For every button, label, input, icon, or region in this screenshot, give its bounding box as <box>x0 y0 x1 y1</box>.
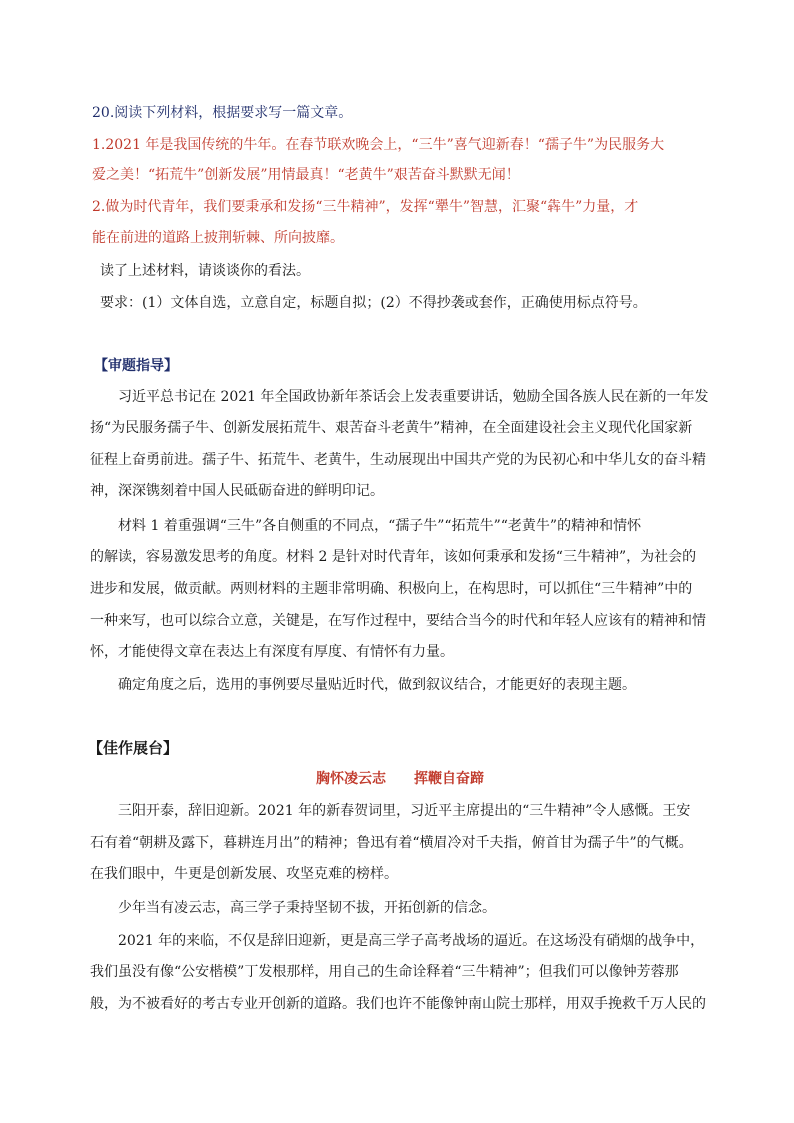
guide-paragraph-3: 确定角度之后，选用的事例要尽量贴近时代，做到叙议结合，才能更好的表现主题。 <box>118 677 636 693</box>
guide-paragraph-2-line: 进步和发展，做贡献。两则材料的主题非常明确、积极向上，在构思时，可以抓住“三牛精神”中的 <box>90 581 693 597</box>
guide-heading: 【审题指导】 <box>94 358 178 374</box>
essay-paragraph-1-line: 在我们眼中，牛更是创新发展、攻坚克难的榜样。 <box>90 866 398 882</box>
essay-paragraph-3-line: 2021 年的来临，不仅是辞旧迎新，更是高三学子高考战场的逼近。在这场没有硝烟的战争中， <box>118 933 705 949</box>
question-instruction: 读了上述材料，请谈谈你的看法。 <box>100 263 310 279</box>
material-1-line-1: 1.2021 年是我国传统的牛年。在春节联欢晚会上，“三牛”喜气迎新春！“孺子牛”为民服务大 <box>92 137 665 153</box>
essay-paragraph-2: 少年当有凌云志，高三学子秉持坚韧不拔，开拓创新的信念。 <box>118 900 496 916</box>
guide-paragraph-1-line: 扬“为民服务孺子牛、创新发展拓荒牛、艰苦奋斗老黄牛”精神，在全面建设社会主义现代化国家新 <box>90 420 693 436</box>
essay-paragraph-1-line: 石有着“朝耕及露下，暮耕连月出”的精神；鲁迅有着“横眉冷对千夫指，俯首甘为孺子牛”的气概。 <box>90 835 693 851</box>
material-1-line-2: 爱之美！“拓荒牛”创新发展”用情最真！“老黄牛”艰苦奋斗默默无闻！ <box>92 167 520 183</box>
material-2-line-2: 能在前进的道路上披荆斩棘、所向披靡。 <box>92 230 344 246</box>
guide-paragraph-2-line: 一种来写，也可以综合立意，关键是，在写作过程中，要结合当今的时代和年轻人应该有的精神和情 <box>90 613 706 629</box>
essay-paragraph-3-line: 我们虽没有像“公安楷模”丁发根那样，用自己的生命诠释着“三牛精神”；但我们可以像钟芳蓉那 <box>90 964 679 980</box>
guide-paragraph-1-line: 神，深深镌刻着中国人民砥砺奋进的鲜明印记。 <box>90 483 384 499</box>
essay-title: 胸怀凌云志 挥鞭自奋蹄 <box>316 771 484 787</box>
material-2-line-1: 2.做为时代青年，我们要秉承和发扬“三牛精神”，发挥“犟牛”智慧，汇聚“犇牛”力量，才 <box>92 199 639 215</box>
essay-paragraph-1-line: 三阳开泰，辞旧迎新。2021 年的新春贺词里，习近平主席提出的“三牛精神”令人感慨。王安 <box>118 803 691 819</box>
question-requirement: 要求：(1）文体自选，立意自定，标题自拟；(2）不得抄袭或套作，正确使用标点符号。 <box>100 295 647 311</box>
guide-paragraph-2-line: 材料 1 着重强调“三牛”各自侧重的不同点，“孺子牛”“拓荒牛”“老黄牛”的精神和情怀 <box>118 518 642 534</box>
showcase-heading: 【佳作展台】 <box>88 739 179 757</box>
guide-paragraph-1-line: 征程上奋勇前进。孺子牛、拓荒牛、老黄牛，生动展现出中国共产党的为民初心和中华儿女的奋斗精 <box>90 452 706 468</box>
guide-paragraph-2-line: 怀，才能使得文章在表达上有深度有厚度、有情怀有力量。 <box>90 644 454 660</box>
guide-paragraph-2-line: 的解读，容易激发思考的角度。材料 2 是针对时代青年，该如何秉承和发扬“三牛精神”，为社会的 <box>90 549 697 565</box>
guide-paragraph-1-line: 习近平总书记在 2021 年全国政协新年茶话会上发表重要讲话，勉励全国各族人民在新的一年发 <box>118 389 709 405</box>
essay-paragraph-3-line: 般，为不被看好的考古专业开创新的道路。我们也许不能像钟南山院士那样，用双手挽救千万人民的 <box>90 996 706 1012</box>
question-prompt: 20.阅读下列材料，根据要求写一篇文章。 <box>92 105 353 121</box>
